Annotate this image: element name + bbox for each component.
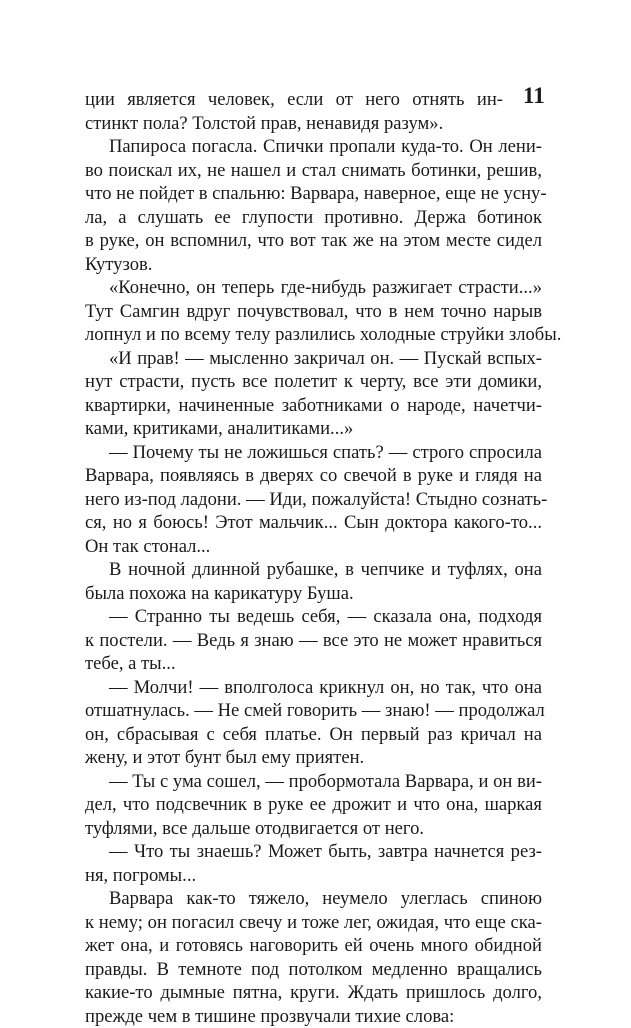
text-line: — Молчи! — вполголоса крикнул он, но так, что она [85,676,542,700]
text-line: в руке, он вспомнил, что вот так же на этом месте сидел [85,229,542,253]
text-line: Он так стонал... [85,535,542,559]
body-text [85,88,542,1028]
text-line: во поискал их, не нашел и стал снимать ботинки, решив, [85,159,542,183]
text-line: что не пойдет в спальню: Варвара, наверное, еще не усну- [85,182,542,206]
page-number: 11 [523,84,545,107]
text-line: стинкт пола? Толстой прав, ненавидя разум». [85,112,475,136]
text-line: ла, а слушать ее глупости противно. Держа ботинок [85,206,542,230]
text-line: нут страсти, пусть все полетит к черту, все эти домики, [85,370,542,394]
text-line: ня, погромы... [85,864,542,888]
text-line: — Ты с ума сошел, — пробормотала Варвара, и он ви- [85,770,542,794]
text-line: он, сбрасывая с себя платье. Он первый раз кричал на [85,723,542,747]
text-line: — Почему ты не ложишься спать? — строго спросила [85,441,542,465]
text-line: правды. В темноте под потолком медленно вращались [85,958,542,982]
text-line: — Странно ты ведешь себя, — сказала она, подходя [85,605,542,629]
text-line: жену, и этот бунт был ему приятен. [85,746,542,770]
text-line: жет она, и готовясь наговорить ей очень много обидной [85,934,542,958]
text-line: Варвара как-то тяжело, неумело улеглась спиною [85,887,542,911]
text-line: к нему; он погасил свечу и тоже лег, ожидая, что еще ска- [85,911,542,935]
text-line: была похожа на карикатуру Буша. [85,582,542,606]
text-line: Кутузов. [85,253,542,277]
text-line: ции является человек, если от него отнять ин- [85,88,503,112]
text-line: к постели. — Ведь я знаю — все это не может нравиться [85,629,542,653]
text-line: отшатнулась. — Не смей говорить — знаю! — продолжал [85,699,542,723]
text-line: лопнул и по всему телу разлились холодные струйки злобы. [85,323,542,347]
text-line: «И прав! — мысленно закричал он. — Пускай вспых- [85,347,542,371]
text-line: Варвара, появляясь в дверях со свечой в руке и глядя на [85,464,542,488]
text-line: дел, что подсвечник в руке ее дрожит и что она, шаркая [85,793,542,817]
text-line: какие-то дымные пятна, круги. Ждать пришлось долго, [85,981,542,1005]
text-line: Тут Самгин вдруг почувствовал, что в нем точно нарыв [85,300,542,324]
text-line: — Что ты знаешь? Может быть, завтра начнется рез- [85,840,542,864]
text-line: Папироса погасла. Спички пропали куда-то. Он лени- [85,135,542,159]
text-line: «Конечно, он теперь где-нибудь разжигает страсти...» [85,276,542,300]
text-line: ками, критиками, аналитиками...» [85,417,542,441]
text-line: туфлями, все дальше отодвигается от него. [85,817,542,841]
text-line: квартирки, начиненные заботниками о народе, начетчи- [85,394,542,418]
text-line: прежде чем в тишине прозвучали тихие слова: [85,1005,542,1028]
text-line: тебе, а ты... [85,652,542,676]
text-line: него из-под ладони. — Иди, пожалуйста! Стыдно сознать- [85,488,542,512]
text-line: ся, но я боюсь! Этот мальчик... Сын доктора какого-то... [85,511,542,535]
text-line: В ночной длинной рубашке, в чепчике и туфлях, она [85,558,542,582]
